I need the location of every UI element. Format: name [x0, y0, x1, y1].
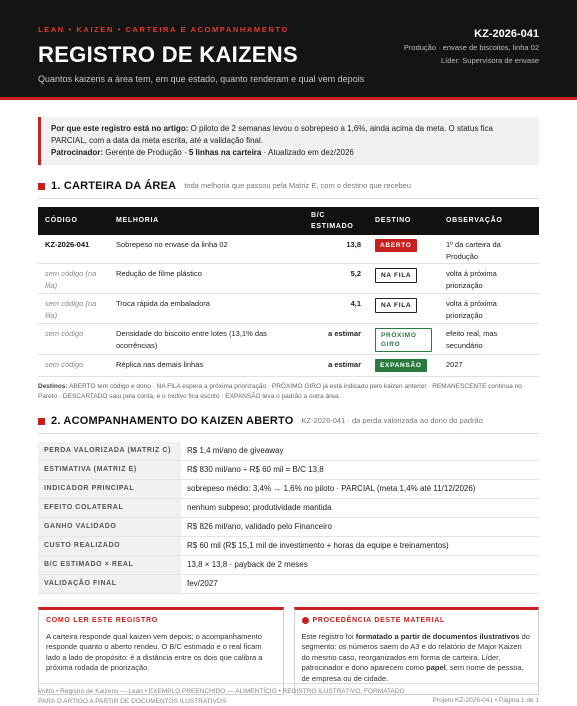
provenance-box: [294, 607, 540, 695]
portfolio-header-row: [38, 207, 539, 235]
table-row: [38, 323, 539, 354]
tracking-key: VALIDAÇÃO FINAL: [38, 575, 181, 594]
row-bc: a estimar: [304, 323, 368, 354]
footer-left: [38, 687, 405, 706]
section-tracking-heading: [38, 414, 539, 434]
tracking-row: [38, 461, 539, 480]
section-portfolio-heading: [38, 179, 539, 199]
tracking-key: ESTIMATIVA (MATRIZ E): [38, 461, 181, 480]
row-bc: 13,8: [304, 235, 368, 264]
kaizen-code: KZ-2026-041: [474, 27, 539, 42]
table-row: [38, 235, 539, 264]
tracking-value: nenhum subpeso; produtividade mantida: [181, 499, 539, 518]
page-title: REGISTRO DE KAIZENS: [38, 40, 298, 70]
tracking-row: [38, 537, 539, 556]
row-improvement: Redução de filme plástico: [109, 263, 304, 293]
footer-line1: Voltto • Registro de Kaizens — Lean • EXEMPLO PREENCHIDO — ALIMENTÍCIO • REGISTRO ILUSTRATIVO, FORMATADO: [38, 687, 405, 697]
tracking-key: EFEITO COLATERAL: [38, 499, 181, 518]
section-tracking-title: 2. ACOMPANHAMENTO DO KAIZEN ABERTO: [51, 414, 294, 429]
notes-area: [38, 607, 539, 695]
row-destination: [368, 323, 439, 354]
row-code: sem código: [38, 354, 109, 376]
context-sponsor-label: Patrocinador:: [51, 148, 103, 157]
col-code: CÓDIGO: [38, 207, 109, 235]
tracking-key: INDICADOR PRINCIPAL: [38, 480, 181, 499]
row-code: sem código: [38, 323, 109, 354]
provenance-text-part: do segmento: os números saem do A3 e do relatório de Major Kaizen do mesmo caso, reorganizados em forma de carteira. Líder, patrocinador e dono aparecem como: [302, 632, 530, 673]
page-footer: [38, 683, 539, 706]
page-subtitle: Quantos kaizens a área tem, em que estado, quanto renderam e qual vem depois: [38, 73, 364, 85]
status-badge: ABERTO: [375, 239, 417, 252]
row-bc: 4,1: [304, 293, 368, 323]
table-row: [38, 263, 539, 293]
row-destination: [368, 235, 439, 264]
tracking-key: PERDA VALORIZADA (MATRIZ C): [38, 442, 181, 461]
tracking-value: 13,8 × 13,8 · payback de 2 meses: [181, 556, 539, 575]
tracking-table: [38, 442, 539, 595]
status-badge: EXPANSÃO: [375, 359, 427, 372]
section-marker: [38, 418, 45, 425]
row-code: KZ-2026-041: [38, 235, 109, 264]
col-observation: OBSERVAÇÃO: [439, 207, 539, 235]
row-code: sem código (na fila): [38, 293, 109, 323]
table-row: [38, 354, 539, 376]
provenance-heading: [302, 616, 532, 625]
legend-label: Destinos:: [38, 383, 68, 390]
row-observation: 2027: [439, 354, 539, 376]
col-bc-line2: ESTIMADO: [311, 223, 354, 230]
tracking-value: R$ 826 mil/ano, validado pelo Financeiro: [181, 518, 539, 537]
status-badge: NA FILA: [375, 298, 417, 313]
provenance-text: [302, 632, 532, 685]
tracking-row: [38, 518, 539, 537]
row-observation: volta à próxima priorização: [439, 293, 539, 323]
tracking-key: B/C ESTIMADO × REAL: [38, 556, 181, 575]
row-destination: [368, 263, 439, 293]
row-improvement: Densidade do biscoito entre lotes (13,1% das ocorrências): [109, 323, 304, 354]
tracking-row: [38, 499, 539, 518]
tracking-row: [38, 442, 539, 461]
context-lines: 5 linhas na carteira: [189, 148, 261, 157]
how-to-read-box: [38, 607, 284, 695]
footer-page: Projeto KZ-2026-041 • Página 1 de 1: [433, 687, 539, 706]
provenance-text-part: Este registro foi: [302, 632, 356, 641]
col-destination: DESTINO: [368, 207, 439, 235]
bullet-icon: [302, 617, 309, 624]
tracking-row: [38, 556, 539, 575]
header-meta: [404, 41, 539, 67]
how-to-read-title: COMO LER ESTE REGISTRO: [46, 616, 276, 625]
context-sponsor-text: Gerente de Produção ·: [105, 148, 186, 157]
tracking-value: R$ 60 mil (R$ 15,1 mil de investimento + horas da equipe e treinamentos): [181, 537, 539, 556]
context-note: [38, 117, 539, 165]
section-marker: [38, 183, 45, 190]
status-badge: PRÓXIMO GIRO: [375, 328, 432, 352]
tracking-key: GANHO VALIDADO: [38, 518, 181, 537]
tracking-key: CUSTO REALIZADO: [38, 537, 181, 556]
portfolio-table: [38, 207, 539, 377]
section-tracking-sub: KZ-2026-041 · da perda valorizada ao dono do padrão: [302, 416, 483, 426]
tracking-value: R$ 830 mil/ano ÷ R$ 60 mil = B/C 13,8: [181, 461, 539, 480]
row-destination: [368, 354, 439, 376]
row-improvement: Sobrepeso no envase da linha 02: [109, 235, 304, 264]
tracking-value: sobrepeso médio: 3,4% → 1,6% no piloto · PARCIAL (meta 1,4% até 11/12/2026): [181, 480, 539, 499]
row-code: sem código (na fila): [38, 263, 109, 293]
context-why-text: O piloto de 2 semanas levou o sobrepeso a 1,6%, ainda acima da meta. O status fica PARCIAL, com a data da meta escrita, até a validação final.: [51, 124, 493, 145]
col-improvement: MELHORIA: [109, 207, 304, 235]
context-why-label: Por que este registro está no artigo:: [51, 124, 188, 133]
status-badge: NA FILA: [375, 268, 417, 283]
table-row: [38, 293, 539, 323]
provenance-text-bold: formatado a partir de documentos ilustrativos: [356, 632, 520, 641]
tracking-value: R$ 1,4 mi/ano de giveaway: [181, 442, 539, 461]
context-updated: · Atualizado em dez/2026: [264, 148, 354, 157]
tracking-row: [38, 575, 539, 594]
col-bc: [304, 207, 368, 235]
row-observation: efeito real, mas secundário: [439, 323, 539, 354]
row-improvement: Troca rápida da embaladora: [109, 293, 304, 323]
row-observation: 1º da carteira da Produção: [439, 235, 539, 264]
tracking-value: fev/2027: [181, 575, 539, 594]
header-meta-area: Produção · envase de biscoitos, linha 02: [404, 41, 539, 54]
section-portfolio-title: 1. CARTEIRA DA ÁREA: [51, 179, 176, 194]
page-header: [0, 0, 577, 100]
row-observation: volta à próxima priorização: [439, 263, 539, 293]
provenance-text-bold: papel: [426, 663, 446, 672]
provenance-text-part: , sem nome de pessoa, de empresa ou de cidade.: [302, 663, 524, 683]
tracking-row: [38, 480, 539, 499]
header-meta-leader: Líder: Supervisora de envase: [404, 54, 539, 67]
provenance-title: PROCEDÊNCIA DESTE MATERIAL: [313, 616, 446, 625]
col-bc-line1: B/C: [311, 212, 325, 219]
row-bc: 5,2: [304, 263, 368, 293]
destination-legend: [38, 382, 539, 402]
row-destination: [368, 293, 439, 323]
header-kicker: LEAN • KAIZEN • CARTEIRA E ACOMPANHAMENTO: [38, 25, 289, 35]
section-portfolio-sub: toda melhoria que passou pela Matriz E, com o destino que recebeu: [184, 181, 411, 191]
footer-line2: PARA O ARTIGO A PARTIR DE DOCUMENTOS ILUSTRATIVOS: [38, 697, 405, 706]
row-bc: a estimar: [304, 354, 368, 376]
row-improvement: Réplica nas demais linhas: [109, 354, 304, 376]
legend-text: ABERTO tem código e dono · NA FILA espera a próxima priorização · PRÓXIMO GIRO já está indicado pelo kaizen anterior · REMANESCENTE continua no Pareto · DESCARTADO saiu pela conta, e o motivo fica escrito · EXPANSÃO leva o padrão a outra área.: [38, 383, 522, 400]
how-to-read-text: A carteira responde qual kaizen vem depois; o acompanhamento responde quanto o aberto rendeu. O B/C estimado e o real ficam lado a lado de propósito: é a distância entre os dois que calibra a próxima rodada de priorização.: [46, 632, 276, 674]
